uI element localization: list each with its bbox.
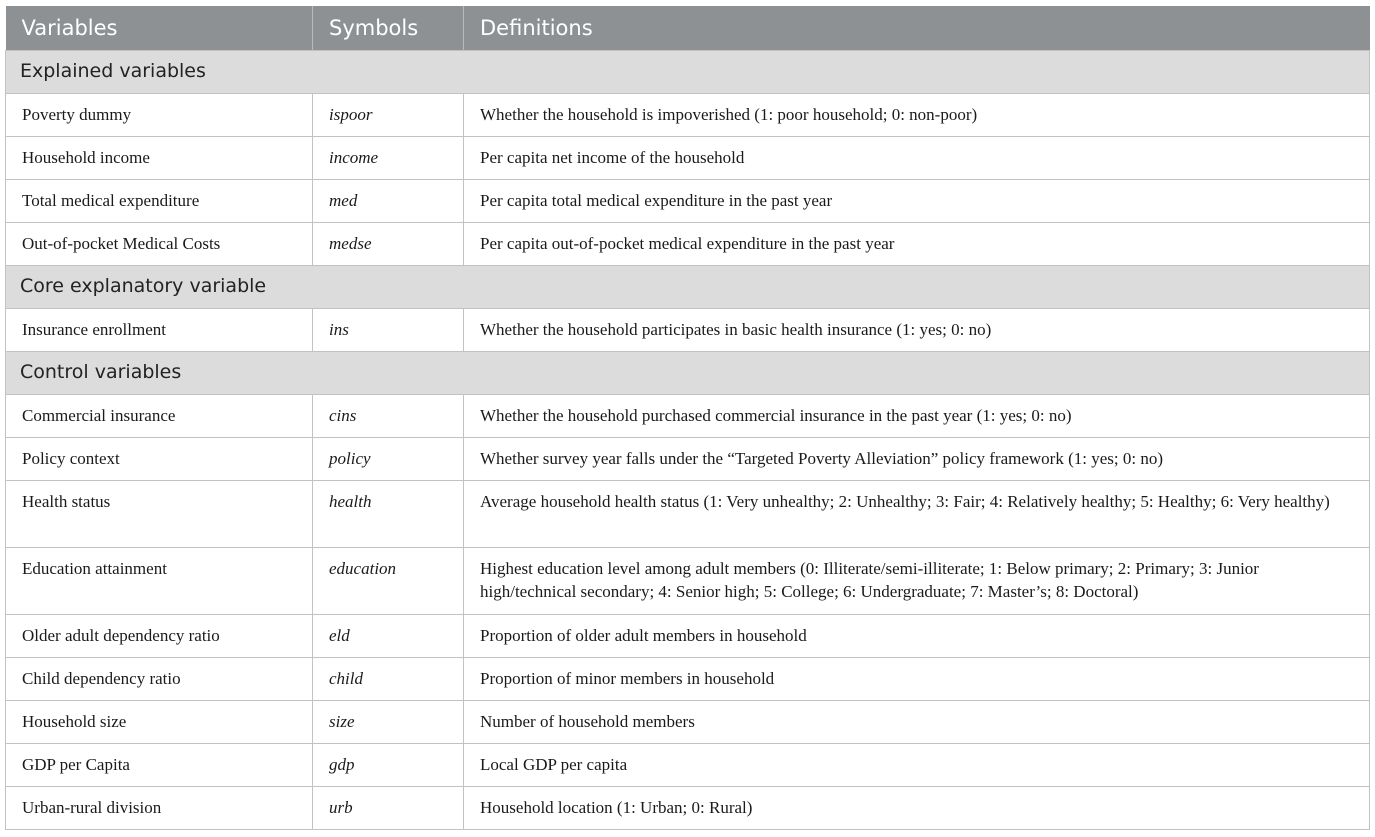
definition-cell: Whether the household participates in basic health insurance (1: yes; 0: no) [464,308,1370,351]
variable-cell: Household income [6,136,313,179]
header-row [6,6,1370,50]
variable-cell: Education attainment [6,547,313,614]
symbol-cell: ispoor [313,93,464,136]
symbol-cell: income [313,136,464,179]
variable-cell: Urban-rural division [6,786,313,829]
section-row [6,265,1370,308]
table-row [6,437,1370,480]
section-core: Core explanatory variable [6,265,1370,308]
definition-cell: Per capita net income of the household [464,136,1370,179]
header-symbols: Symbols [313,6,464,50]
table-row [6,657,1370,700]
definition-cell: Highest education level among adult members (0: Illiterate/semi-illiterate; 1: Below primary; 2: Primary; 3: Junior high/technical secondary; 4: Senior high; 5: College; 6: Undergraduate; 7: Master’s; 8: Doctoral) [464,547,1370,614]
header-definitions: Definitions [464,6,1370,50]
variable-cell: Policy context [6,437,313,480]
table-row [6,136,1370,179]
table-row [6,308,1370,351]
definition-cell: Household location (1: Urban; 0: Rural) [464,786,1370,829]
definition-cell: Average household health status (1: Very unhealthy; 2: Unhealthy; 3: Fair; 4: Relatively healthy; 5: Healthy; 6: Very healthy) [464,480,1370,547]
definition-cell: Per capita out-of-pocket medical expenditure in the past year [464,222,1370,265]
definition-cell: Proportion of minor members in household [464,657,1370,700]
symbol-cell: policy [313,437,464,480]
variable-cell: Older adult dependency ratio [6,614,313,657]
definition-cell: Whether the household purchased commercial insurance in the past year (1: yes; 0: no) [464,394,1370,437]
variable-cell: Total medical expenditure [6,179,313,222]
variable-cell: Out-of-pocket Medical Costs [6,222,313,265]
symbol-cell: size [313,700,464,743]
definition-cell: Whether the household is impoverished (1: poor household; 0: non-poor) [464,93,1370,136]
symbol-cell: eld [313,614,464,657]
symbol-cell: health [313,480,464,547]
definition-cell: Per capita total medical expenditure in the past year [464,179,1370,222]
symbol-cell: child [313,657,464,700]
section-row [6,50,1370,93]
symbol-cell: urb [313,786,464,829]
table-row [6,743,1370,786]
table-row [6,93,1370,136]
table-row [6,222,1370,265]
variables-table [5,6,1370,830]
definition-cell: Whether survey year falls under the “Targeted Poverty Alleviation” policy framework (1: yes; 0: no) [464,437,1370,480]
variable-cell: Child dependency ratio [6,657,313,700]
symbol-cell: education [313,547,464,614]
symbol-cell: medse [313,222,464,265]
table-row [6,547,1370,614]
symbol-cell: gdp [313,743,464,786]
symbol-cell: med [313,179,464,222]
table-row [6,700,1370,743]
table-row [6,394,1370,437]
variable-cell: Household size [6,700,313,743]
symbol-cell: cins [313,394,464,437]
definition-cell: Local GDP per capita [464,743,1370,786]
table-row [6,786,1370,829]
definition-cell: Proportion of older adult members in household [464,614,1370,657]
variable-cell: Health status [6,480,313,547]
table-row [6,614,1370,657]
symbol-cell: ins [313,308,464,351]
header-variables: Variables [6,6,313,50]
section-row [6,351,1370,394]
table-row [6,480,1370,547]
section-explained: Explained variables [6,50,1370,93]
table-row [6,179,1370,222]
definition-cell: Number of household members [464,700,1370,743]
variable-cell: GDP per Capita [6,743,313,786]
variable-cell: Commercial insurance [6,394,313,437]
variable-cell: Poverty dummy [6,93,313,136]
variable-cell: Insurance enrollment [6,308,313,351]
section-control: Control variables [6,351,1370,394]
